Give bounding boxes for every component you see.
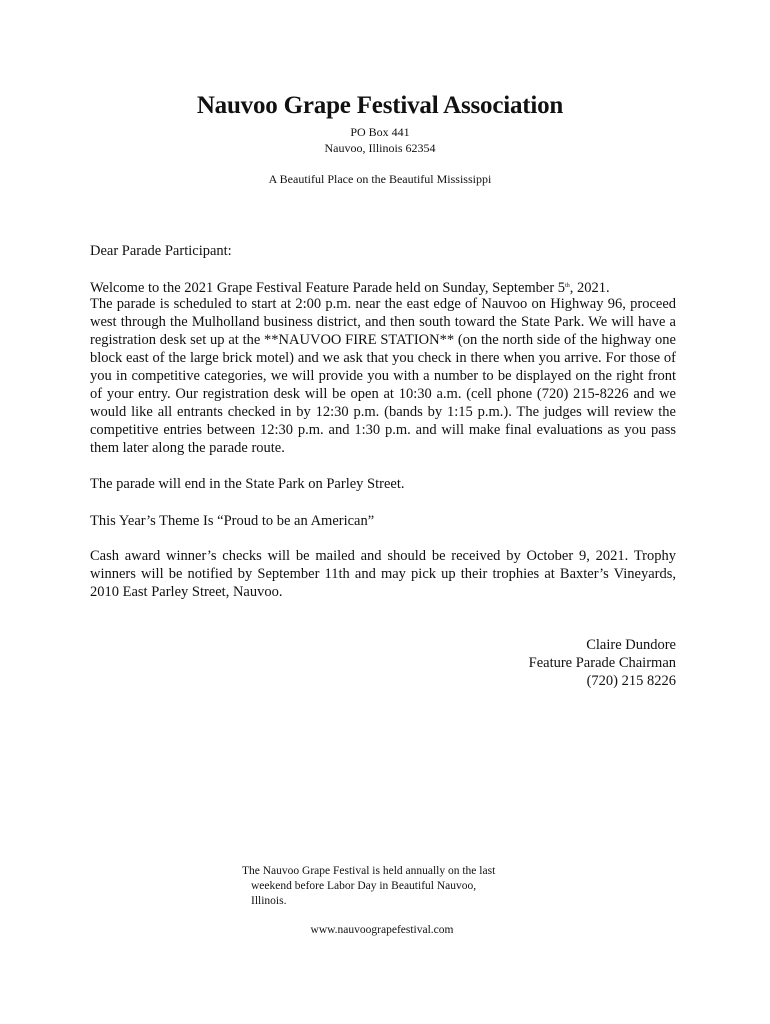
website-link[interactable]: www.nauvoograpefestival.com bbox=[310, 924, 454, 936]
footer-line: The Nauvoo Grape Festival is held annually on the last bbox=[242, 865, 496, 877]
tagline: A Beautiful Place on the Beautiful Mississippi bbox=[268, 172, 492, 186]
paragraph-schedule: The parade is scheduled to start at 2:00 p.m. near the east edge of Nauvoo on Highway 96, proceed west through the Mulholland business district, and then south toward the State Park. We will have a registration desk set up at the **NAUVOO FIRE STATION** (on the north side of the highway one block east of the large brick motel) and we ask that you check in there when you arrive. For those of you in competitive categories, we will provide you with a number to be displayed on the right front of your entry. Our registration desk will be open at 10:30 a.m. (cell phone (720) 215-8226 and we would like all entrants checked in by 12:30 p.m. (bands by 1:15 p.m.). The judges will review the competitive entries between 12:30 p.m. and 1:30 p.m. and will make final evaluations as you pass them later along the parade route. bbox=[90, 296, 676, 456]
address-city-state: Nauvoo, Illinois 62354 bbox=[324, 141, 436, 155]
footer-note bbox=[242, 864, 532, 909]
footer-line: weekend before Labor Day in Beautiful Nauvoo, bbox=[251, 880, 477, 892]
organization-title: Nauvoo Grape Festival Association bbox=[196, 92, 564, 119]
welcome-ordinal: th bbox=[565, 283, 570, 289]
signature-role: Feature Parade Chairman bbox=[528, 655, 676, 671]
welcome-text: Welcome to the 2021 Grape Festival Feature Parade held on Sunday, September 5 bbox=[90, 280, 566, 296]
paragraph-cash-awards: Cash award winner’s checks will be mailed and should be received by October 9, 2021. Trophy winners will be notified by September 11th and may pick up their trophies at Baxter’s Vineyards, 2010 East Parley Street, Nauvoo. bbox=[90, 548, 676, 600]
footer-line: Illinois. bbox=[251, 895, 287, 907]
paragraph-theme: This Year’s Theme Is “Proud to be an American” bbox=[90, 513, 375, 529]
welcome-line bbox=[90, 277, 676, 297]
salutation: Dear Parade Participant: bbox=[90, 243, 232, 259]
welcome-text-end: , 2021. bbox=[569, 280, 610, 296]
signature-name: Claire Dundore bbox=[586, 637, 676, 653]
paragraph-parade-end: The parade will end in the State Park on Parley Street. bbox=[90, 476, 405, 492]
address-po-box: PO Box 441 bbox=[350, 125, 410, 139]
signature-phone: (720) 215 8226 bbox=[586, 673, 676, 689]
